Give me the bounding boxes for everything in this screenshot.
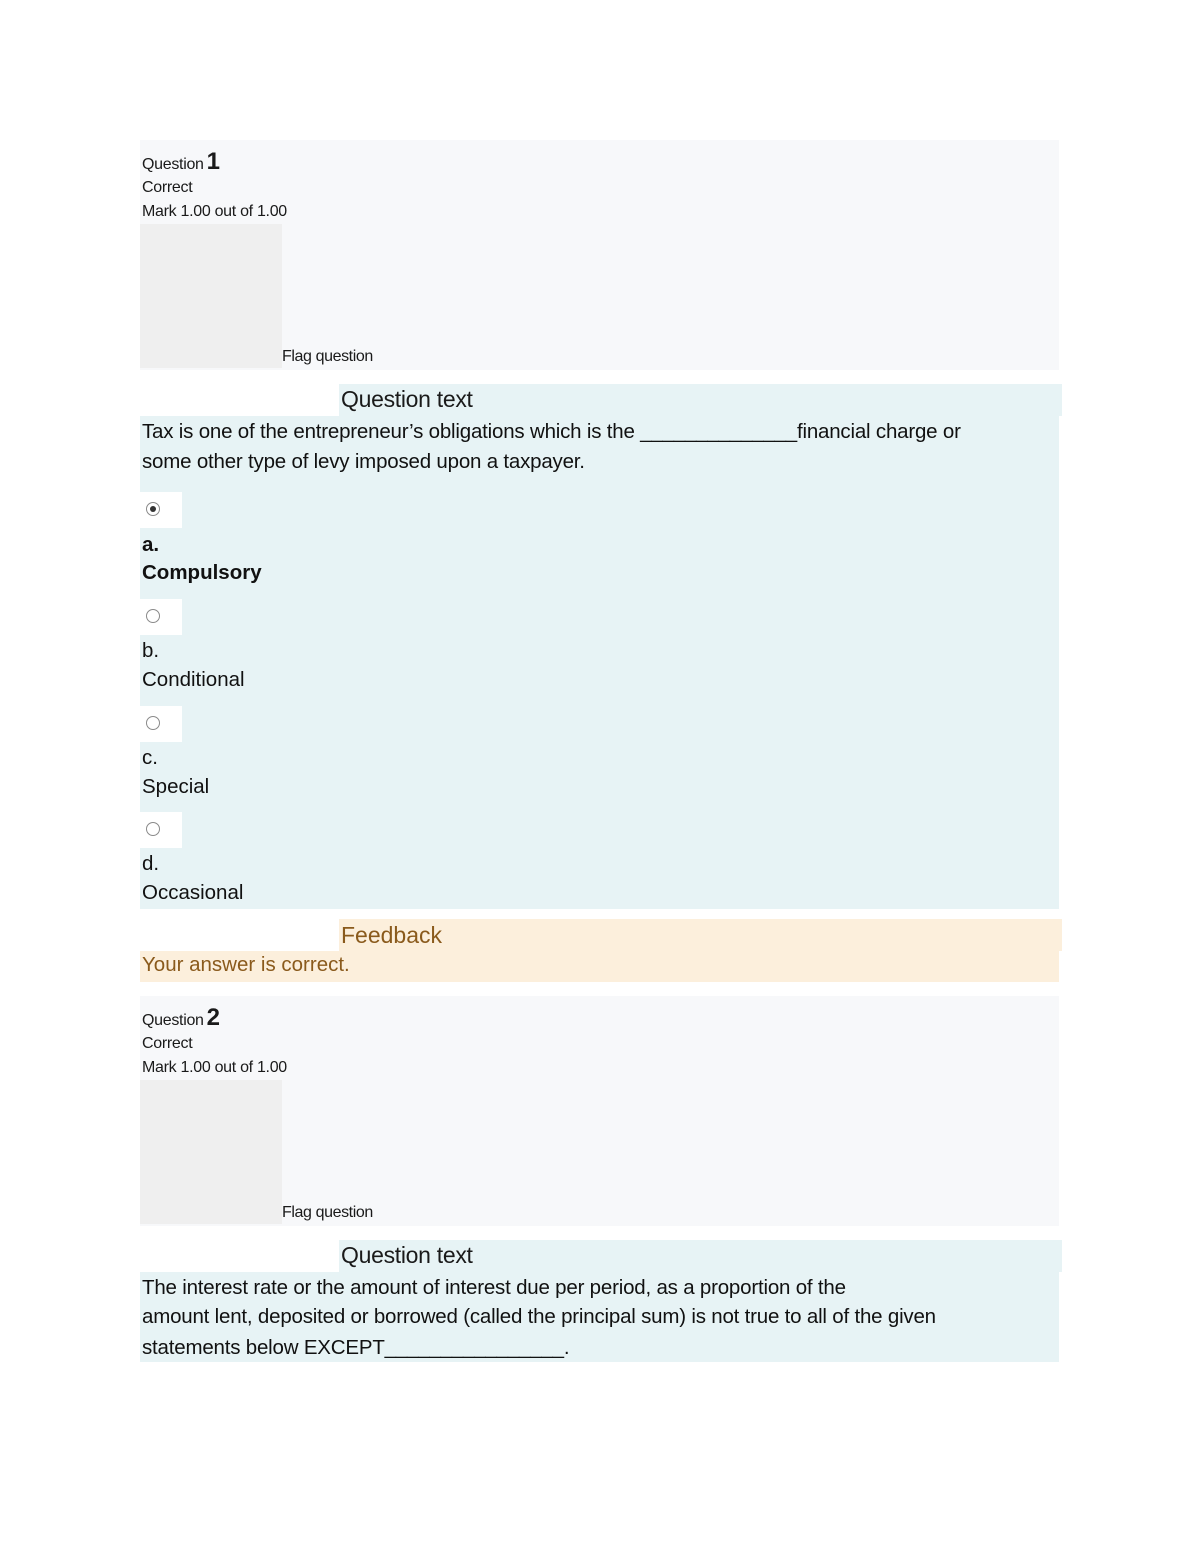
- question-text-line: some other type of levy imposed upon a taxpayer.: [142, 450, 585, 473]
- question-state: Correct: [142, 1035, 193, 1052]
- flag-icon[interactable]: [140, 224, 282, 368]
- question-state: Correct: [142, 179, 193, 196]
- question-number-value: 1: [206, 148, 220, 175]
- question-grade: Mark 1.00 out of 1.00: [142, 203, 287, 220]
- question-number: [142, 1004, 220, 1032]
- option-b-radio-wrapper[interactable]: [140, 599, 182, 635]
- option-c-letter: c.: [142, 746, 158, 769]
- question-number: [142, 148, 220, 176]
- question-text-line: Tax is one of the entrepreneur’s obligations which is the ______________financial charge or: [142, 420, 961, 443]
- question-label: Question: [142, 156, 204, 173]
- option-a-radio[interactable]: [146, 502, 160, 516]
- feedback-content: [140, 951, 1059, 982]
- question-text-line: amount lent, deposited or borrowed (called the principal sum) is not true to all of the given: [142, 1305, 936, 1328]
- option-d-letter: d.: [142, 852, 160, 875]
- question-text-heading: [339, 384, 1062, 416]
- question-grade: Mark 1.00 out of 1.00: [142, 1059, 287, 1076]
- flag-question-link[interactable]: Flag question: [282, 348, 373, 365]
- question-text-heading-label: Question text: [341, 386, 473, 412]
- option-c-radio-wrapper[interactable]: [140, 706, 182, 742]
- question-1-content: [140, 416, 1059, 909]
- option-c-radio[interactable]: [146, 716, 160, 730]
- option-b-letter: b.: [142, 639, 160, 662]
- option-d-radio[interactable]: [146, 822, 160, 836]
- option-d-text[interactable]: Occasional: [142, 881, 244, 904]
- question-2-content: [140, 1272, 1059, 1362]
- option-a-text[interactable]: Compulsory: [142, 561, 262, 584]
- option-b-radio[interactable]: [146, 609, 160, 623]
- question-text-heading-label: Question text: [341, 1242, 473, 1268]
- option-a-letter: a.: [142, 533, 160, 556]
- question-text-line: The interest rate or the amount of interest due per period, as a proportion of the: [142, 1276, 846, 1299]
- question-number-value: 2: [206, 1004, 220, 1031]
- question-text-heading: [339, 1240, 1062, 1272]
- option-a-radio-wrapper[interactable]: [140, 492, 182, 528]
- question-2-info: [140, 996, 1059, 1226]
- option-d-radio-wrapper[interactable]: [140, 812, 182, 848]
- question-1-info: [140, 140, 1059, 370]
- option-b-text[interactable]: Conditional: [142, 668, 245, 691]
- question-label: Question: [142, 1012, 204, 1029]
- question-text-line: statements below EXCEPT________________.: [142, 1336, 570, 1359]
- feedback-heading: [339, 919, 1062, 951]
- option-c-text[interactable]: Special: [142, 775, 210, 798]
- feedback-heading-label: Feedback: [341, 922, 443, 948]
- flag-question-link[interactable]: Flag question: [282, 1204, 373, 1221]
- flag-icon[interactable]: [140, 1080, 282, 1224]
- feedback-text: Your answer is correct.: [142, 953, 350, 976]
